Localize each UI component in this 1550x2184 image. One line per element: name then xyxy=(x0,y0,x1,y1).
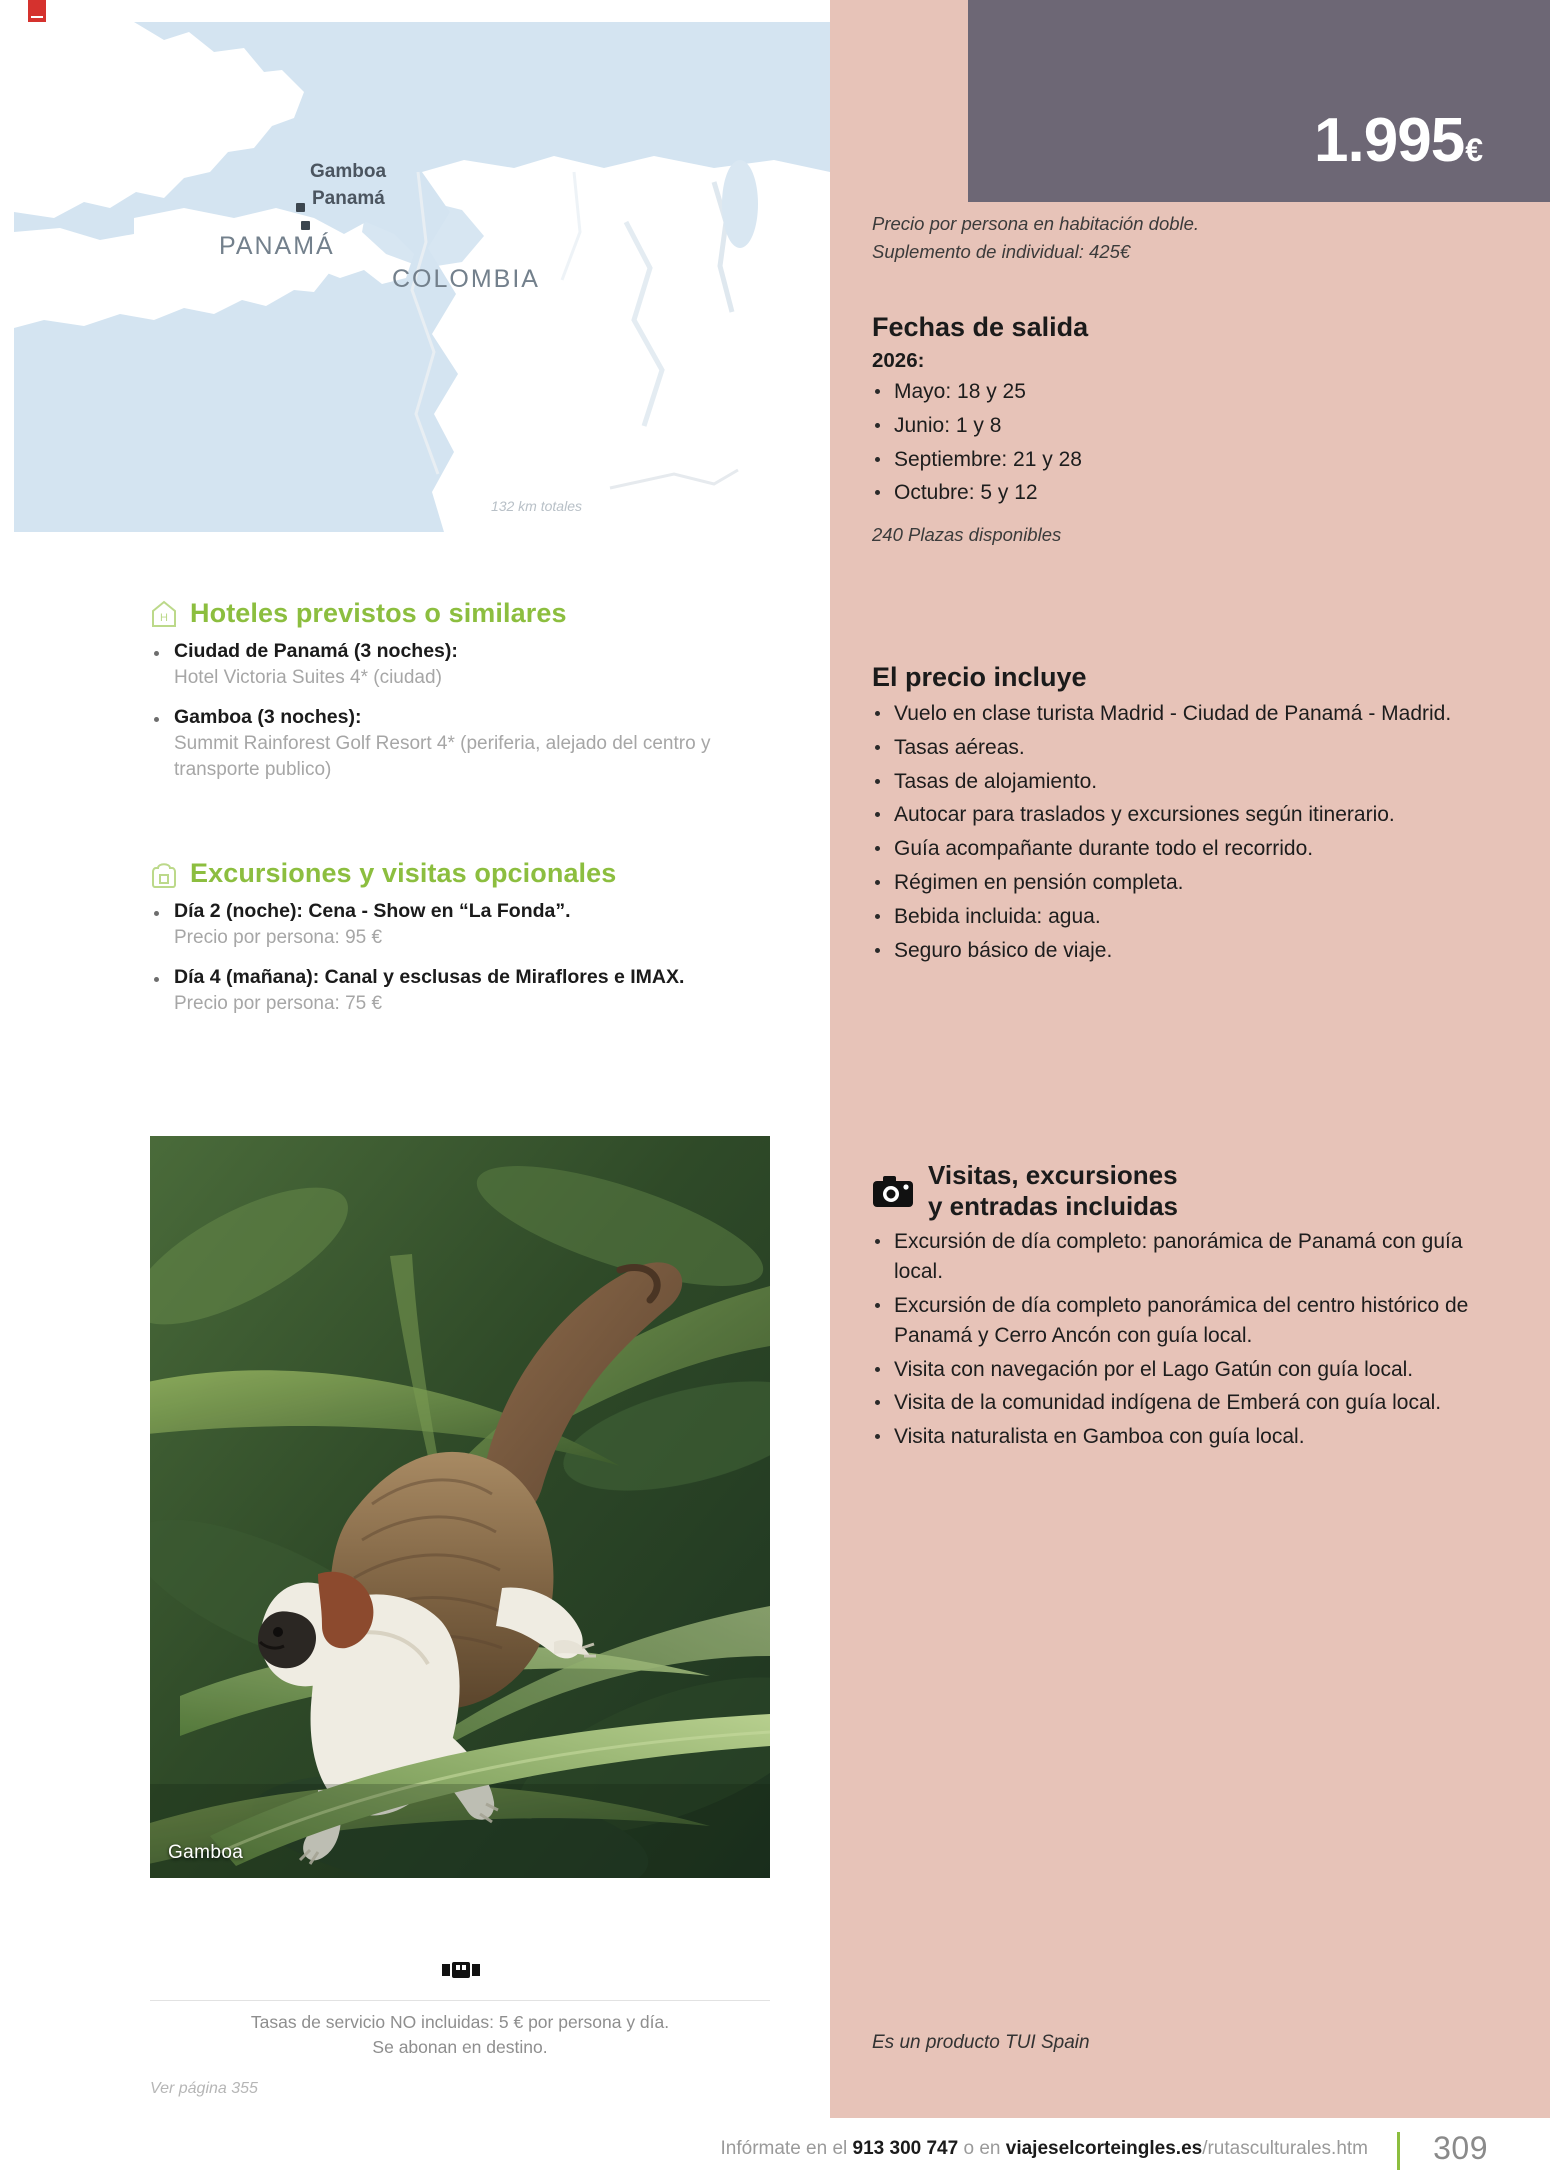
map-city-label-panama: Panamá xyxy=(312,188,385,209)
hotels-heading-row xyxy=(150,598,770,629)
departure-dates-list xyxy=(872,377,1512,508)
map-country-label-colombia: COLOMBIA xyxy=(392,265,540,293)
include-item: Bebida incluida: agua. xyxy=(872,902,1512,932)
visits-list xyxy=(872,1227,1512,1452)
excursion-item xyxy=(150,899,770,951)
tamarin-monkey-photo xyxy=(150,1136,770,1878)
bottom-bar xyxy=(0,2118,1550,2184)
contact-site[interactable]: viajeselcorteingles.es xyxy=(1005,2138,1203,2159)
price-includes-list xyxy=(872,699,1512,966)
producer-note: Es un producto TUI Spain xyxy=(872,2032,1090,2053)
destination-map xyxy=(14,22,830,532)
bus-icon xyxy=(440,1955,482,1985)
service-fee-note-line2: Se abonan en destino. xyxy=(372,2037,548,2058)
price-currency: € xyxy=(1465,132,1482,168)
price-note-line1: Precio por persona en habitación doble. xyxy=(872,213,1200,234)
include-item: Régimen en pensión completa. xyxy=(872,868,1512,898)
price-note-line2: Suplemento de individual: 425€ xyxy=(872,240,1131,262)
map-city-dot-gamboa xyxy=(296,203,305,212)
hotel-item xyxy=(150,705,770,783)
visit-item: Visita con navegación por el Lago Gatún con guía local. xyxy=(872,1355,1512,1385)
departure-dates-heading: Fechas de salida xyxy=(872,312,1089,342)
contact-prefix: Infórmate en el xyxy=(720,2138,853,2159)
optional-excursions-heading-row xyxy=(150,858,770,889)
price-amount: 1.995 xyxy=(1314,106,1465,175)
visit-item: Excursión de día completo: panorámica de Panamá con guía local. xyxy=(872,1227,1512,1287)
footnote-divider xyxy=(150,2000,770,2001)
contact-line xyxy=(721,2138,1369,2160)
price-note xyxy=(872,210,1512,266)
hotel-icon xyxy=(150,599,178,629)
departure-item: Mayo: 18 y 25 xyxy=(872,377,1512,407)
backpack-icon xyxy=(150,859,178,889)
service-fee-note-line1: Tasas de servicio NO incluidas: 5 € por persona y día. xyxy=(250,2012,670,2032)
price-includes-section xyxy=(872,662,1512,970)
camera-icon xyxy=(872,1174,914,1208)
visit-item: Visita de la comunidad indígena de Emberá con guía local. xyxy=(872,1388,1512,1418)
hotel-detail: Summit Rainforest Golf Resort 4* (periferia, alejado del centro y transporte publico) xyxy=(174,732,711,780)
map-city-dot-panama xyxy=(301,221,310,230)
include-item: Tasas aéreas. xyxy=(872,733,1512,763)
hotels-list xyxy=(150,639,770,782)
price-value xyxy=(1314,106,1482,175)
contact-path[interactable]: /rutasculturales.htm xyxy=(1202,2138,1368,2159)
include-item: Guía acompañante durante todo el recorrido. xyxy=(872,834,1512,864)
excursion-item xyxy=(150,965,770,1017)
visits-heading-line1: Visitas, excursiones xyxy=(928,1160,1178,1190)
departure-dates-section xyxy=(872,312,1512,546)
visits-heading-row xyxy=(872,1160,1512,1221)
hotels-section xyxy=(150,598,770,796)
bottom-bar-divider xyxy=(1397,2132,1400,2170)
contact-phone[interactable]: 913 300 747 xyxy=(852,2138,959,2159)
map-country-label-panama: PANAMÁ xyxy=(219,232,335,260)
include-item: Vuelo en clase turista Madrid - Ciudad de Panamá - Madrid. xyxy=(872,699,1512,729)
svg-text:H: H xyxy=(160,611,168,624)
contact-middle: o en xyxy=(958,2138,1006,2159)
excursion-price: Precio por persona: 75 € xyxy=(174,992,383,1014)
right-panel xyxy=(830,0,1550,2118)
price-includes-heading: El precio incluye xyxy=(872,662,1087,692)
departure-item: Octubre: 5 y 12 xyxy=(872,478,1512,508)
include-item: Autocar para traslados y excursiones según itinerario. xyxy=(872,800,1512,830)
destination-photo xyxy=(150,1136,770,1878)
service-fee-note xyxy=(150,2010,770,2061)
include-item: Seguro básico de viaje. xyxy=(872,936,1512,966)
page-number: 309 xyxy=(1433,2130,1488,2166)
excursion-title: Día 2 (noche): Cena - Show en “La Fonda”. xyxy=(174,900,571,922)
photo-caption: Gamboa xyxy=(168,1842,244,1863)
hotels-heading: Hoteles previstos o similares xyxy=(190,598,567,628)
excursion-price: Precio por persona: 95 € xyxy=(174,926,383,948)
departure-year: 2026: xyxy=(872,349,925,372)
visit-item: Visita naturalista en Gamboa con guía local. xyxy=(872,1422,1512,1452)
hotel-detail: Hotel Victoria Suites 4* (ciudad) xyxy=(174,666,442,688)
map-scale-label: 132 km totales xyxy=(490,498,582,514)
visits-included-section xyxy=(872,1160,1512,1456)
optional-excursions-heading: Excursiones y visitas opcionales xyxy=(190,858,617,888)
include-item: Tasas de alojamiento. xyxy=(872,767,1512,797)
hotel-title: Ciudad de Panamá (3 noches): xyxy=(174,640,458,662)
see-page-reference: Ver página 355 xyxy=(150,2080,258,2097)
visits-heading-line2: y entradas incluidas xyxy=(928,1190,1178,1221)
optional-excursions-section xyxy=(150,858,770,1031)
excursion-title: Día 4 (mañana): Canal y esclusas de Miraflores e IMAX. xyxy=(174,965,685,988)
price-box xyxy=(968,0,1550,202)
visit-item: Excursión de día completo panorámica del centro histórico de Panamá y Cerro Ancón con guía local. xyxy=(872,1291,1512,1351)
availability-note: 240 Plazas disponibles xyxy=(872,524,1062,546)
hotel-title: Gamboa (3 noches): xyxy=(174,705,362,728)
optional-excursions-list xyxy=(150,899,770,1017)
map-city-label-gamboa: Gamboa xyxy=(310,161,387,182)
visits-heading xyxy=(928,1160,1178,1221)
hotel-item xyxy=(150,639,770,691)
departure-item: Septiembre: 21 y 28 xyxy=(872,445,1512,475)
departure-item: Junio: 1 y 8 xyxy=(872,411,1512,441)
